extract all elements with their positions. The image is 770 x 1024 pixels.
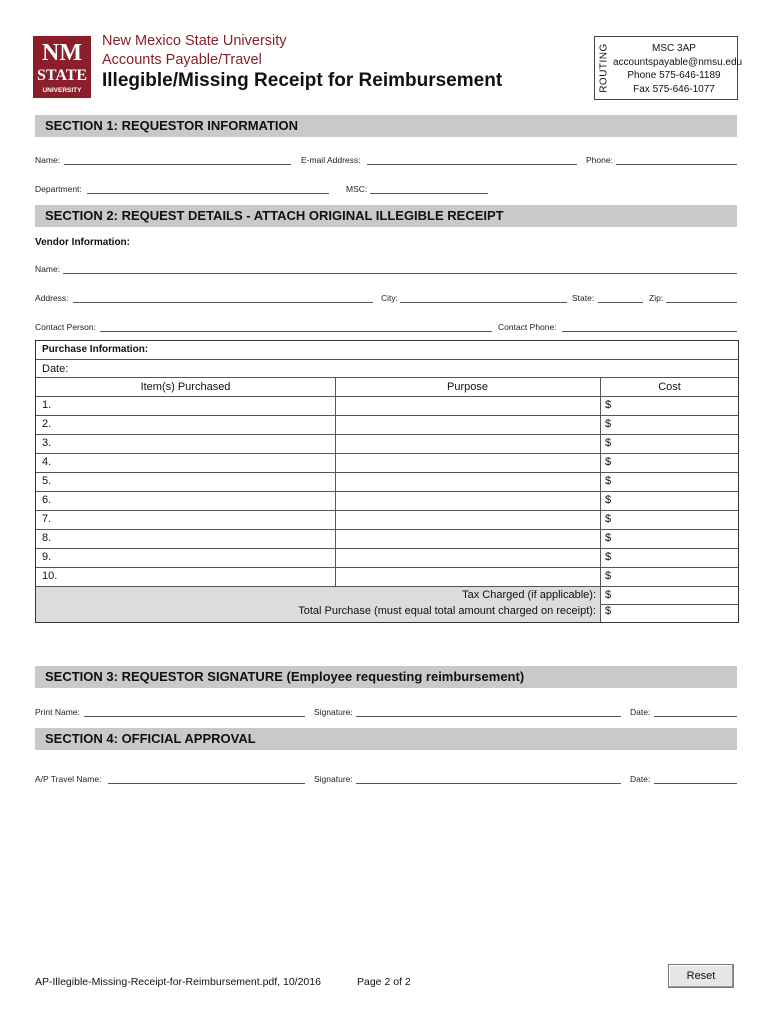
routing-box: [594, 36, 743, 100]
vendor-zip-field[interactable]: [666, 302, 737, 303]
purpose-field[interactable]: [336, 396, 600, 415]
item-field[interactable]: [66, 510, 334, 529]
section1-bar: [35, 115, 737, 137]
routing-msc: MSC 3AP: [652, 43, 696, 54]
table-row: [36, 510, 738, 529]
section3-bar: [35, 666, 737, 688]
row-number: 9.: [42, 551, 52, 563]
contact-person-field[interactable]: [100, 331, 492, 332]
contact-phone-label: Contact Phone:: [498, 322, 557, 332]
cost-currency: $: [605, 475, 612, 487]
university-name: New Mexico State University: [102, 33, 287, 49]
requestor-date-label: Date:: [630, 707, 651, 717]
purpose-field[interactable]: [336, 434, 600, 453]
cost-field[interactable]: [616, 453, 736, 472]
print-name-field[interactable]: [84, 716, 305, 717]
vendor-zip-label: Zip:: [649, 293, 664, 303]
section2-title: SECTION 2: REQUEST DETAILS - ATTACH ORIGINAL ILLEGIBLE RECEIPT: [45, 208, 504, 223]
footer-filename: AP-Illegible-Missing-Receipt-for-Reimbursement.pdf, 10/2016: [35, 976, 321, 988]
item-field[interactable]: [66, 472, 334, 491]
item-field[interactable]: [66, 491, 334, 510]
ap-travel-name-label: A/P Travel Name:: [35, 774, 102, 784]
row-number: 3.: [42, 437, 52, 449]
print-name-label: Print Name:: [35, 707, 80, 717]
approval-signature-field[interactable]: [356, 783, 621, 784]
item-field[interactable]: [66, 548, 334, 567]
vendor-address-field[interactable]: [73, 302, 373, 303]
cost-currency: $: [605, 399, 612, 411]
row-number: 8.: [42, 532, 52, 544]
cost-currency: $: [605, 437, 612, 449]
contact-person-label: Contact Person:: [35, 322, 96, 332]
requestor-name-label: Name:: [35, 155, 61, 165]
item-field[interactable]: [66, 567, 334, 586]
contact-phone-field[interactable]: [562, 331, 737, 332]
purchase-date-field[interactable]: [74, 360, 734, 377]
item-field[interactable]: [66, 453, 334, 472]
approval-signature-label: Signature:: [314, 774, 353, 784]
row-number: 2.: [42, 418, 52, 430]
email-label: E-mail Address:: [301, 155, 361, 165]
total-currency: $: [605, 605, 612, 617]
requestor-signature-field[interactable]: [356, 716, 621, 717]
table-row: [36, 491, 738, 510]
logo-text-nm: NM: [42, 40, 82, 66]
purpose-field[interactable]: [336, 491, 600, 510]
purchase-table: [35, 340, 739, 623]
row-number: 7.: [42, 513, 52, 525]
purpose-field[interactable]: [336, 453, 600, 472]
item-field[interactable]: [66, 415, 334, 434]
cost-field[interactable]: [616, 529, 736, 548]
table-row: [36, 415, 738, 434]
table-row: [36, 453, 738, 472]
cost-field[interactable]: [616, 396, 736, 415]
approval-date-field[interactable]: [654, 783, 737, 784]
column-header-purpose: Purpose: [447, 381, 488, 393]
section1-title: SECTION 1: REQUESTOR INFORMATION: [45, 118, 299, 133]
tax-charged-field[interactable]: [616, 587, 736, 603]
vendor-city-label: City:: [381, 293, 398, 303]
approval-date-label: Date:: [630, 774, 651, 784]
purpose-field[interactable]: [336, 510, 600, 529]
total-purchase-field[interactable]: [616, 605, 736, 621]
cost-field[interactable]: [616, 510, 736, 529]
item-field[interactable]: [66, 529, 334, 548]
cost-field[interactable]: [616, 491, 736, 510]
phone-label: Phone:: [586, 155, 613, 165]
cost-field[interactable]: [616, 415, 736, 434]
purpose-field[interactable]: [336, 529, 600, 548]
cost-field[interactable]: [616, 472, 736, 491]
table-row: [36, 472, 738, 491]
routing-fax: Fax 575-646-1077: [633, 83, 715, 95]
purpose-field[interactable]: [336, 472, 600, 491]
purpose-field[interactable]: [336, 548, 600, 567]
requestor-name-field[interactable]: [64, 164, 291, 165]
table-row: [36, 529, 738, 548]
reset-button[interactable]: Reset: [668, 964, 734, 988]
row-number: 5.: [42, 475, 52, 487]
cost-field[interactable]: [616, 548, 736, 567]
column-header-cost: Cost: [658, 381, 681, 393]
cost-currency: $: [605, 494, 612, 506]
requestor-signature-label: Signature:: [314, 707, 353, 717]
cost-currency: $: [605, 570, 612, 582]
logo-text-university: UNIVERSITY: [42, 87, 82, 94]
requestor-date-field[interactable]: [654, 716, 737, 717]
nmsu-logo: [33, 36, 91, 98]
column-header-items: Item(s) Purchased: [140, 381, 231, 393]
purchase-date-label: Date:: [42, 363, 69, 375]
vendor-address-label: Address:: [35, 293, 69, 303]
table-row: [36, 434, 738, 453]
vendor-city-field[interactable]: [400, 302, 567, 303]
row-number: 1.: [42, 399, 52, 411]
routing-label: ROUTING: [598, 43, 610, 93]
university-heading: [102, 32, 287, 70]
vendor-information-heading: Vendor Information:: [35, 237, 130, 248]
total-purchase-label: Total Purchase (must equal total amount charged on receipt):: [298, 605, 596, 617]
email-field[interactable]: [367, 164, 577, 165]
cost-currency: $: [605, 456, 612, 468]
msc-label: MSC:: [346, 184, 368, 194]
section2-bar: [35, 205, 737, 227]
cost-currency: $: [605, 551, 612, 563]
tax-charged-label: Tax Charged (if applicable):: [462, 589, 596, 601]
row-number: 10.: [42, 570, 58, 582]
purpose-field[interactable]: [336, 567, 600, 586]
vendor-state-field[interactable]: [598, 302, 643, 303]
vendor-state-label: State:: [572, 293, 595, 303]
msc-field[interactable]: [370, 193, 488, 194]
phone-field[interactable]: [616, 164, 737, 165]
tax-currency: $: [605, 589, 612, 601]
vendor-name-label: Name:: [35, 264, 61, 274]
ap-travel-name-field[interactable]: [108, 783, 305, 784]
logo-text-state: STATE: [36, 67, 88, 84]
table-row: [36, 567, 738, 586]
table-row: [36, 548, 738, 567]
routing-phone: Phone 575-646-1189: [627, 70, 721, 81]
cost-currency: $: [605, 532, 612, 544]
cost-currency: $: [605, 513, 612, 525]
department-name: Accounts Payable/Travel: [102, 52, 262, 68]
row-number: 4.: [42, 456, 52, 468]
purchase-information-heading: Purchase Information:: [42, 344, 149, 355]
cost-currency: $: [605, 418, 612, 430]
page-number: Page 2 of 2: [357, 976, 411, 988]
item-field[interactable]: [66, 434, 334, 453]
routing-info: [613, 42, 743, 96]
cost-field[interactable]: [616, 567, 736, 586]
section4-title: SECTION 4: OFFICIAL APPROVAL: [45, 731, 256, 746]
purpose-field[interactable]: [336, 415, 600, 434]
page-title: Illegible/Missing Receipt for Reimbursement: [102, 70, 503, 91]
table-row: [36, 396, 738, 415]
section3-title: SECTION 3: REQUESTOR SIGNATURE (Employee requesting reimbursement): [45, 669, 525, 684]
cost-field[interactable]: [616, 434, 736, 453]
item-field[interactable]: [66, 396, 334, 415]
routing-email: accountspayable@nmsu.edu: [613, 56, 743, 68]
vendor-name-field[interactable]: [63, 273, 737, 274]
department-field[interactable]: [87, 193, 329, 194]
row-number: 6.: [42, 494, 52, 506]
section4-bar: [35, 728, 737, 750]
department-label: Department:: [35, 184, 82, 194]
